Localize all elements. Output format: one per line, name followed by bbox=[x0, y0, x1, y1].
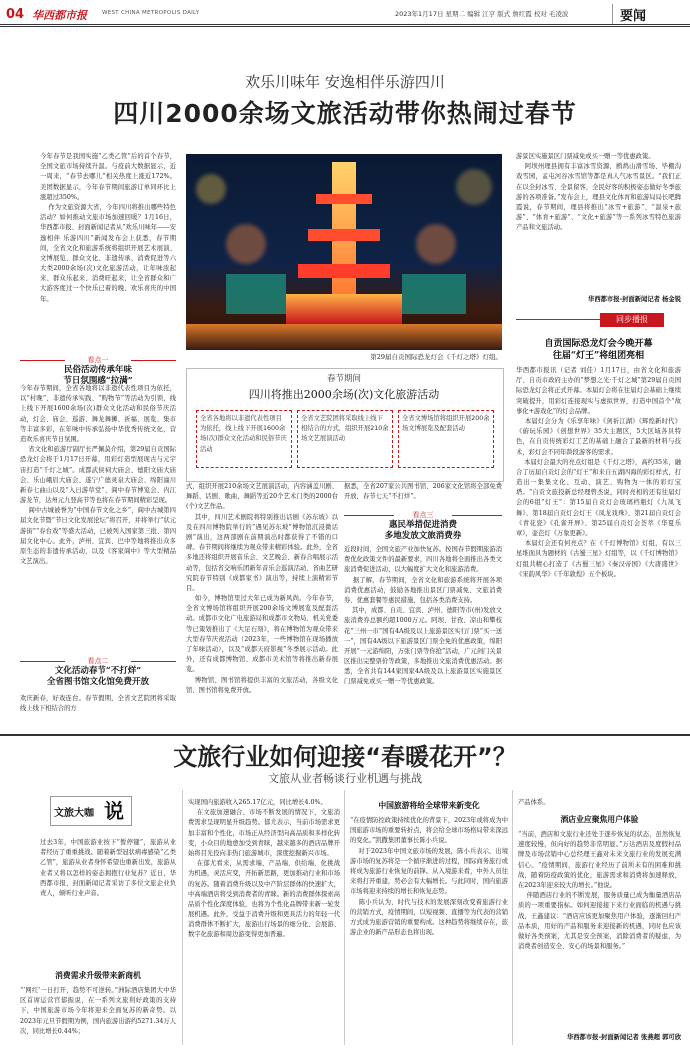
kd2-block bbox=[20, 656, 176, 688]
sync-broadcast-tag: 同步播报 bbox=[600, 313, 664, 327]
feature-p1: “‘网红’一日打开，趋势不可逆转。”洲际酒店集团大中华区首席运营官郁振说，在一系列文旅利好政策的支持下，中国旅游市场今年将迎来全面复苏的新奇势。以2023年元旦节假期为例，国内旅游出游约5271.34万人次，同比增长0.44%； bbox=[20, 987, 176, 1035]
kd1-rule-left bbox=[20, 360, 65, 361]
right-p-top: 游景区实施景区门票减免或买一赠一等优惠政策。 阿坝州理县拥有丰富冰雪资源，鹧鸪山滑雪场、毕棚沟戏雪园，孟屯河谷冰雪馆等都是真人气冰雪景区。“我们正在以全封冰雪、全景留客，全民好客的积极姿态做好冬季旅游的各项准备。”发布会上，理县文化体育和旅游局局长吧腾霞说，春节期间，理县将推出“冰雪+旅游”、“温泉+旅游”、“体育+旅游”、“文化+旅游”等一系列冰雪特色旅游产品和文旅活动。 bbox=[516, 153, 681, 232]
kd1-rule-right bbox=[131, 360, 176, 361]
header-rule bbox=[0, 24, 690, 25]
center-p3: 近段时间，全国文旅产业加快复苏。按国春节假期旅游消费优化政策文件的最新要求，四川各地将全面推出各类文旅消费促进活动，以大幅度扩大文化和旅游消费。 据了解，春节期间，全省文化和旅游系统将开展各项消费优惠活动，鼓励各地推出景区门票减免、文旅消费券、优惠套餐等惠民措施，包括各类消费支持。 其中，成都、自贡、宜宾、泸州、德阳等市(州)发放文旅消费券总额约超1000万元。阿坝、甘孜、凉山和攀枝花“三州一市”国有4A级及以上旅游景区实行门票“买一送一”，国有4A级以下旅游景区门票全免的优惠政策，绵阳开展“一元游绵阳，万张门票等你抢”活动，广元剑门关景区推出完整票价等政策，多地推出文旅消费优惠活动。据悉，全省共有144家国家4A级及以上旅游景区实施景区门票减免或买一赠一等优惠政策。 bbox=[344, 546, 502, 686]
kd3-rule-left bbox=[344, 515, 394, 516]
right-article-body: 华西都市报讯（记者 刘佳）1月17日，由省文化和旅游厅、自贡市政府主办的“梦想之光·千灯之城”第29届自贡国际恐龙灯会将正式开幕。本届灯会将在往届灯会基础上继续突破提升，用彩灯连接现实与虚拟世界，打造中国首个“故事化+游戏化”的灯会品牌。 本届灯会分为《乐享年味》《剑祈江湖》《辉煌新时代》《蔚玩乐园》《创想世界》35大主题区，5大区域各具特色，在自贡传统彩灯工艺的基础上融合了最新的材料与技术，彩灯会不同年龄段游客的需求。 本届灯会最大的亮点灯组是《千灯之塔》，高约35米，融合了历届自贡灯会的“灯王”和来自五湖四海的彩灯样式，打造出一集集文化、互动、演艺、购物为一体的彩灯宝塔。“自贡文旅投新总经理曾杰说，同时亮相的还有往届灯会的6组“灯王”：第15届自贡灯会玻璃档瓶灯《九凤飞舞》、第18届自贡灯会灯王《凤龙戏珠》、第21届自贡灯会《青花瓷》《孔雀开屏》、第25届自贡灯会荟萃《华夏乐章》，壶芭灯《万象更新》。 本届灯会还有何亮点？在《千灯博物馆》灯组，有以三星堆面具为题材的《古蜀三星》灯组等，以《千灯博物馆》灯组共精心打造了《古蜀三星》《秦汉帝国》《大唐盛世》《宋韵风华》《千年敦煌》五个板块。 bbox=[516, 367, 681, 578]
col-divider-3 bbox=[512, 790, 513, 1045]
feature-p2: 实现国内旅游收入265.17亿元，同比增长4.0%。 在文旅加速融合、市场不断发展的情况下，文旅消费需求呈现明显升级趋势。郁尤表示，当前市场需求更加丰富和个性化，市场正从经济型向高品质和多样化转变，小众目的地愈加受到青睐，越来越多的酒店品牌开始将目光投向非热门旅游城市，深度挖掘新兴市场。 在郁尤看来，从需求端、产品端、供给端、化挑战为机遇，灵活应变，开拓新思路，更加推动行业和市场的复苏。随着消费升级以及中产阶层群体的快速扩大，中高端酒店将受到消费者的青睐。新的消费群体探索高品质个性化深度体验，也将为个性化品牌带来新一轮发展机遇。此外，受益于消费升级和更具活力的年轻一代消费群体不断扩大，旅游出行场景的细分化、会展游、数字化旅游和周边游变得更加普遍。 bbox=[188, 799, 340, 939]
lead-intro: 今年春节是我国实施“乙类乙管”后的首个春节，全国文旅市场持续升温。与疫前大数据显示，近一周来，“春节去哪儿”相关热度上涨近172%。美团数据显示，今年春节期间旅游订单同环比上涨超过350%。 作为文旅资源大省，今年四川将推出哪些特色活动？如何推动文旅市场加速回暖？1月16日，华西都市报、封面新闻记者从“欢乐川味年——安逸相伴 乐游四川”新闻发布会上获悉，春节期间，全省文化和旅游系统将组织开展艺术展演、文博展览、群众文化、非遗传承、消费促进等六大类2000余场(次)文化旅游活动，让年味浓起来、群众乐起来、消费旺起来，让全省群众和广大游客度过一个快乐已着的晚、欢乐喜庆的中国年。 bbox=[40, 153, 177, 303]
feature-h1: 消费需求升级带来新商机 bbox=[55, 971, 141, 980]
column-logo-text: 文旅大咖 bbox=[54, 808, 94, 819]
header-rule-2 bbox=[0, 26, 690, 27]
right-article-title: 自贡国际恐龙灯会今晚开幕 往届“灯王”将组团亮相 bbox=[544, 339, 653, 362]
stat-card-2: 全省文艺院团将采取线上线下相结合的方式，组织开展210余场文艺展演活动 bbox=[297, 410, 393, 468]
feature-intro: 过去3年，中国旅游业按下“暂停键”，旅游从业者经历了重重挑战。随着新型冠状病毒感染“乙类乙管”，旅游从业者身怀希望也重新出发，旅游从业者又将以怎样的姿态拥抱行业复苏？近日，华西都市报、封面新闻记者采访了多位文旅企业负责人，倾听行业声音。 bbox=[40, 839, 176, 897]
feature-p5: “当前，酒店和文旅行业还处于逐步恢复的状态，虽然恢复速度较慢，但向好的趋势非常明显。”万达酒店及度假村品牌及市场营销中心总经理王鑫对未来文旅行业的发展充满信心。“疫情期间，旅游行业经历了前所未有的困难和挑战，随着防疫政策的优化，旅游需求和消费将加速释放，在2023年迎来较大的增长。”他说。 伴随酒店行业的不断发展，服务质量已成为衡量酒店品质的一项重要指标。如何迎接接下来行业面临的机遇与挑战，王鑫建议：“酒店应该更加聚焦用户体验，逐渐回归产品本质，用好的产品和服务来迎接新的机遇，同时也应该做好各类预案，尤其是安全预案，消除消费者的疑虑，为消费者创造安全、安心的场景和服务。” bbox=[518, 831, 681, 951]
kd1-head: 看点一 bbox=[87, 356, 109, 364]
feature-headline: 文旅行业如何迎接“春暖花开”？ bbox=[173, 743, 517, 771]
feature-byline: 华西都市报-封面新闻记者 张燕超 郭可欣 bbox=[566, 1034, 681, 1041]
center-col-a: 式，组织开展210余场文艺展演活动，内容涵盖川剧、舞蹈、话剧、歌曲、舞蹈等近20个艺术门类的2000台(个)文艺作品。 其中，四川艺术剧院将特别推出话剧《苏东坡》以及在四川博物院举行的“遇见苏东坡”博物馆沉浸微话剧”演出，这两部剧在前期演出时都获得了不错的口碑。春节期间将继续为观众带来精彩体验。此外，全省多地还将组织开展音乐会、文艺晚会、新春合唱展示活动等，包括省交响乐团新年音乐会巡演活动、省曲艺研究院春节特别《成都家书》演出等，持续上演精彩节目。 如今，博物馆里过大年已成为新风尚。今年春节，全省文博场馆将组织开展200余场文博展览及配套活动。成都市文化广电旅游局和成都市文物局、机关党委等已策划推出了《大足石刻》，将在博物馆为观众带来大型春节庆祝活动（2023年，一些博物馆在现场播放了年味活动），以及“成都天府影视”冬季展示活动。此外，还有成都博物馆、成都市美术馆等将推出新春展览。 博物馆、图书馆将提供丰富的文旅活动，各级文化馆、图书馆将免费开放。 bbox=[186, 483, 338, 694]
lantern-tower-photo bbox=[186, 154, 502, 350]
newspaper-logo-en: WEST CHINA METROPOLIS DAILY bbox=[102, 10, 200, 16]
lead-p1: 今年春节期间，全省各地将以非遗代表性项目为依托，以“村晚”、非遗传承实践、“购物节”等活动为引领，线上线下开展1600余场(次)群众文化活动和民俗节庆活动，灯会、庙会、巡游、舞龙舞狮、祈福、展览、集市等丰富多彩，在年味中传承弘扬中华优秀传统文化，营造欢乐喜庆节日氛围。 省文化和旅游厅副厅长严佩莫介绍，第29届自贡国际恐龙灯会将于1月17日开幕，用彩灯造型展现古与元宇宙打造“千灯之城”。成都武侯祠大庙会、德阳文庙大庙会、乐山峨眉大庙会、遂宁广德灵泉大庙会、绵阳潼川新春七曲山以及“入日游草堂”、阆中春节博览会、内江游龙节，达州元九登高节等也将在春节期间精彩呈现。 阆中古城被誉为“中国春节文化之乡”，阆中古城第四届文化节暨“节日文化发展论坛”将召开，并将举行“状元游街”“春台戏”等盛大活动，已被列入国家第三批、第四届文化中心。此外，泸州、宜宾、巴中等地将推出众多原生态的非遗传承活动，以及《客家阆中》等大型精品文艺演出。 bbox=[20, 385, 176, 566]
header-divider bbox=[612, 4, 613, 24]
col-divider-2 bbox=[344, 790, 345, 1045]
kd3-title: 惠民举措促进消费 多地发放文旅消费券 bbox=[384, 520, 462, 542]
kd2-rule-left bbox=[20, 661, 65, 662]
stats-box-subtitle: 春节期间 bbox=[326, 374, 361, 384]
issue-meta: 2023年1月17日 星期二 编辑 江亨 版式 詹红霞 校对 毛凌波 bbox=[395, 10, 569, 18]
page-number: 04 bbox=[6, 7, 25, 22]
feature-p4: 产品体系。 bbox=[518, 799, 550, 806]
article-headline: 四川2000余场文旅活动带你热闹过春节 bbox=[113, 99, 577, 128]
center-col-b: 据悉，全省207家公共图书馆、206家文化馆将全部免费开放，春节七天“不打烊”。 bbox=[344, 483, 502, 501]
stat-card-1: 全省各地将以非遗代表性项目为依托，线上线下开展1600余场(次)群众文化活动和民俗节庆活动 bbox=[196, 410, 292, 468]
newspaper-logo: 华西都市报 bbox=[32, 9, 87, 22]
column-logo-char: 说 bbox=[104, 799, 124, 823]
col-divider-1 bbox=[182, 790, 183, 1045]
kd3-head: 看点三 bbox=[412, 511, 434, 519]
stat-card-3: 全省文博场馆将组织开展200余场文博展览及配套活动 bbox=[398, 410, 494, 468]
feature-h2: 中国旅游将给全球带来新变化 bbox=[378, 801, 480, 810]
kd2-rule-right bbox=[131, 661, 176, 662]
feature-h3: 酒店业应聚焦用户体验 bbox=[560, 815, 639, 824]
article-kicker: 欢乐川味年 安逸相伴乐游四川 bbox=[245, 73, 445, 91]
section-name: 要闻 bbox=[620, 9, 647, 24]
feature-subheadline: 文旅从业者畅谈行业机遇与挑战 bbox=[268, 772, 422, 785]
right-p-top-byline: 华西都市报-封面新闻记者 杨金锐 bbox=[588, 296, 681, 303]
kd2-head: 看点二 bbox=[87, 657, 109, 665]
section-rule bbox=[0, 734, 690, 736]
stats-box-title: 四川将推出2000余场(次)文化旅游活动 bbox=[248, 388, 440, 401]
photo-caption: 第29届自贡国际恐龙灯会《千灯之塔》灯组。 bbox=[370, 353, 502, 361]
kd2-title: 文化活动春节“不打烊” 全省图书馆文化馆免费开放 bbox=[46, 666, 149, 688]
kd3-block bbox=[344, 510, 502, 542]
feature-p3: “在疫情防控政策持续优化的背景下，2023年或将成为中国旅游市场的重要转折点，将会给全球市场格局带来深远的变化。”凯撒集团董事长陈小兵说。 对于2023年中国文旅市场的发展，陈小兵表示，出境游市场的复苏将是一个循序渐进的过程，国际商务旅行或将成为旅游行业恢复的前锋。从入境游来看，中外人员往来将打开重建，势必会有大幅增长。与此同时，国内旅游市场将迎来持续的增长和恢复态势。 陈小兵认为，时代与技术的发展深刻改变着旅游行业的营销方式，疫情期间，以短视频、直播等为代表的营销方式成为旅游营销的重要构成。这种趋势将继续存在，旅游企业的新产品形态也将出现。 bbox=[350, 817, 508, 937]
kd1-block bbox=[20, 355, 176, 387]
right-tag-rule bbox=[516, 319, 600, 320]
kd3-rule-right bbox=[452, 515, 502, 516]
kd1-title: 民俗活动传承年味 节日氛围感“拉满” bbox=[63, 365, 133, 387]
lead-p2: 欢庆新春，好戏连台。春节假期，全省文艺院团将采取线上线下相结合的方 bbox=[20, 695, 176, 713]
